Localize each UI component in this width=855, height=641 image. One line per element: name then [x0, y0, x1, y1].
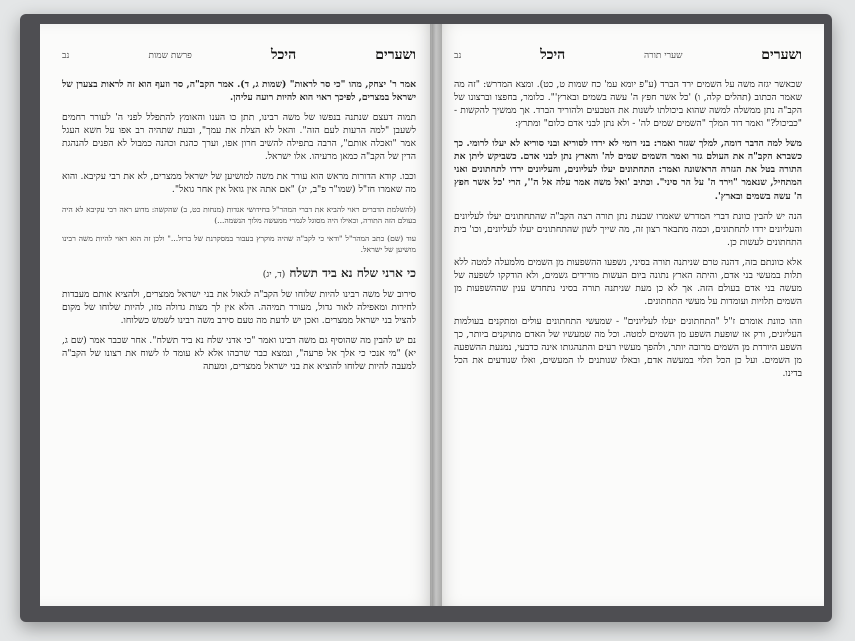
right-paragraph: וזהו כוונת אומרם ז"ל "התחתונים יעלו לעליונים" - שמעשי התחתונים עולים ומתקנים בעולמות העליונים, ורק אז שופעת השפע מן השמים למטה. וכל מה שמעשיו של האדם מתוקנים ביותר, כך השפע היורדת מן השמים מרובה יותר, ולהפך מעשיו רעים והתנהגותו אינה כדבעי, נמנעת ההשפעה מן השמים. ועל כן הכל תלוי במעשה אדם, ובאלו שנותנים לו המעשים, ואלו שנודעים את הכל בדינו. — [454, 316, 802, 380]
left-heading-ref: (ד, יג) — [262, 269, 286, 280]
right-page-header — [454, 42, 802, 68]
left-header-title-a: היכל — [271, 46, 297, 63]
right-header-section: שערי תורה — [644, 50, 683, 61]
left-heading-text: כי ארני שלח נא ביד תשלח — [289, 265, 416, 280]
right-paragraph: הנה יש להבין כוונת דברי המדרש שאמרו שבעת נתן תורה רצה הקב"ה שהתחתונים יעלו לעליונים והעליונים ירדו לתחתונים, וכמה מתבאר רצון זה, מה שייך לשון שהתחתונים יעלו לעליונים, וכו' בית התחתונים לעשות כן. — [454, 210, 802, 248]
left-page-number: נב — [62, 50, 70, 61]
book-gutter — [430, 24, 442, 606]
left-paragraph: וכבו. קודא הדורות מראש הוא עורר את משה למושיען של ישראל ממצרים, לא את רבי עקיבא. והוא מה שאמרו חז"ל (שמו"ר פ"ב, יג) "אם אתה אין גואל אין אחר גואל". — [62, 171, 416, 196]
right-paragraph: שכאשר יגזה משה על השמים ירד הברד (ע"פ יומא עמ' כח שמות ט, כט). ומצא המדרש: "זה מה שאמר הכתוב (תהלים קלה, ו) 'כל אשר חפץ ה' עשה בשמים ובארץ'". כלומר, בחפצו וברצונו של הקב"ה נתן ממשלה למשה שהוא ביכולתו לשנות את הטבעים ולהוריד הברד. אך ממשיך להקשות - "כביכול?" ואמר דוד המלך "השמים שמים לה' - ולא נתן לבני אדם כלום" ומתרץ: — [454, 79, 802, 130]
left-header-section: פרשת שמות — [148, 50, 192, 61]
left-page — [40, 24, 438, 606]
right-page — [432, 24, 824, 606]
left-paragraph: סירוב של משה רבינו להיות שלוחו של הקב"ה לגאול את בני ישראל ממצרים, ולהציא אותם מעבדות לחירות ומאפילה לאור גדול, מעורר תמיהה. הלא אין לך מצות גדולה מזו, להיות שלוחו של מקום להציל בני ישראל ממצרים. ואכן יש לדעת מה טעם סירב משה רבינו לשמש כשלוחו. — [62, 288, 416, 326]
right-paragraph: משל למה הדבר דומה, למלך שגזר ואמר: בני רומי לא ירדו לסוריא ובני סוריא לא יעלו לרומי. כך כשברא הקב"ה את העולם גזר ואמר השמים שמים לה' והארץ נתן לבני אדם. כשביקש ליתן את התורה בטל את הגזרה הראשונה ואמר: התחתונים יעלו לעליונים, והעליונים ירדו לתחתונים ואני המתחיל, שנאמר "וירד ה' על הר סיני". וכתיב 'ואל משה אמר עלה אל ה'', הרי 'כל אשר חפץ ה' עשה בשמים ובארץ'. — [454, 138, 802, 202]
right-page-body — [454, 78, 802, 592]
left-header-title-b: ושערים — [375, 46, 416, 63]
left-page-body — [62, 78, 416, 592]
right-header-title-b: ושערים — [761, 46, 802, 63]
left-small-note: (להשלמת הדברים ראוי להביא את דברי המהר"ל בחידושי אגדות (מנחות כט, ב) שהקשה: מדוע ראה רבי עקיבא לא היה בעולם הזה התורה, וכאילו היה מסוגל לגמרי ממעשה מלוך הנשמה...) — [62, 204, 416, 225]
right-paragraph: אלא כוונתם בזה, דהנה טרם שניתנה תורה בסיני, נשפעו ההשפעות מן השמים מלמעלה למטה ללא תלות במעשי בני אדם, והיתה הארץ נתונה ביום העשות מורידים גשמים, ולא הודקקו לשפעה של מעשה בני אדם בעולם הזה. אך לא כן מעת שניתנה תורה בסיני נתחדש ענין שההשפעות מן השמים תלויות ועומדות על מעשי התחתונים. — [454, 256, 802, 307]
left-page-header — [62, 42, 416, 68]
left-paragraph: תמוה דעצם שנתנה בנפשו של משה רבינו, תתן כו הענו והאומץ להתפלל לפני ה' לעורר רחמים לשעבן "למה הרעות לעם הזה". והאל לא הצלת את עמך", ובעת שתהיה רב אפו על חשא העגל אמר "ואכלה אותם", הרבה בתפילה להשיב חרון אפו, וערך כהנת וכהנה כמבול לא הפנים להנהגת הדין של הקב"ה כמאן מרעיהו. אלו ישראל. — [62, 112, 416, 163]
right-header-title-a: היכל — [540, 46, 566, 63]
left-small-note: עוד (שם) כתב המהר"ל "ודאי כי לקב"ה שהיה מוקרץ בעבור במסקרנת של ברזל..." ולכן זה הוא ראוי להיות משה רבינו מושיען של ישראל. — [62, 233, 416, 254]
left-paragraph: נם יש להבין מה שהוסיף גם משה רבינו ואמר "כי אדני שלח נא ביד תשלח". אחר שכבר אמר (שם ג, יא) "מי אנכי כי אלך אל פרעה", ונמצא כבר שרבהו אלא לא עומד לו לשוח את רצונו של הקב"ה למעבה להיות שלוחו להוציא את בני ישראל ממצרים, ומעתה — [62, 334, 416, 372]
left-paragraph: אמר ר' יצחק, מהו "כי סר לראות" (שמות ג, ד). אמר הקב"ה, סר וזעף הוא זה לראות בצערן של ישראל במצרים, לפיכך ראוי הוא להיות רועה עליהן. — [62, 79, 416, 104]
right-page-number: נב — [454, 50, 462, 61]
left-section-heading — [62, 265, 416, 282]
